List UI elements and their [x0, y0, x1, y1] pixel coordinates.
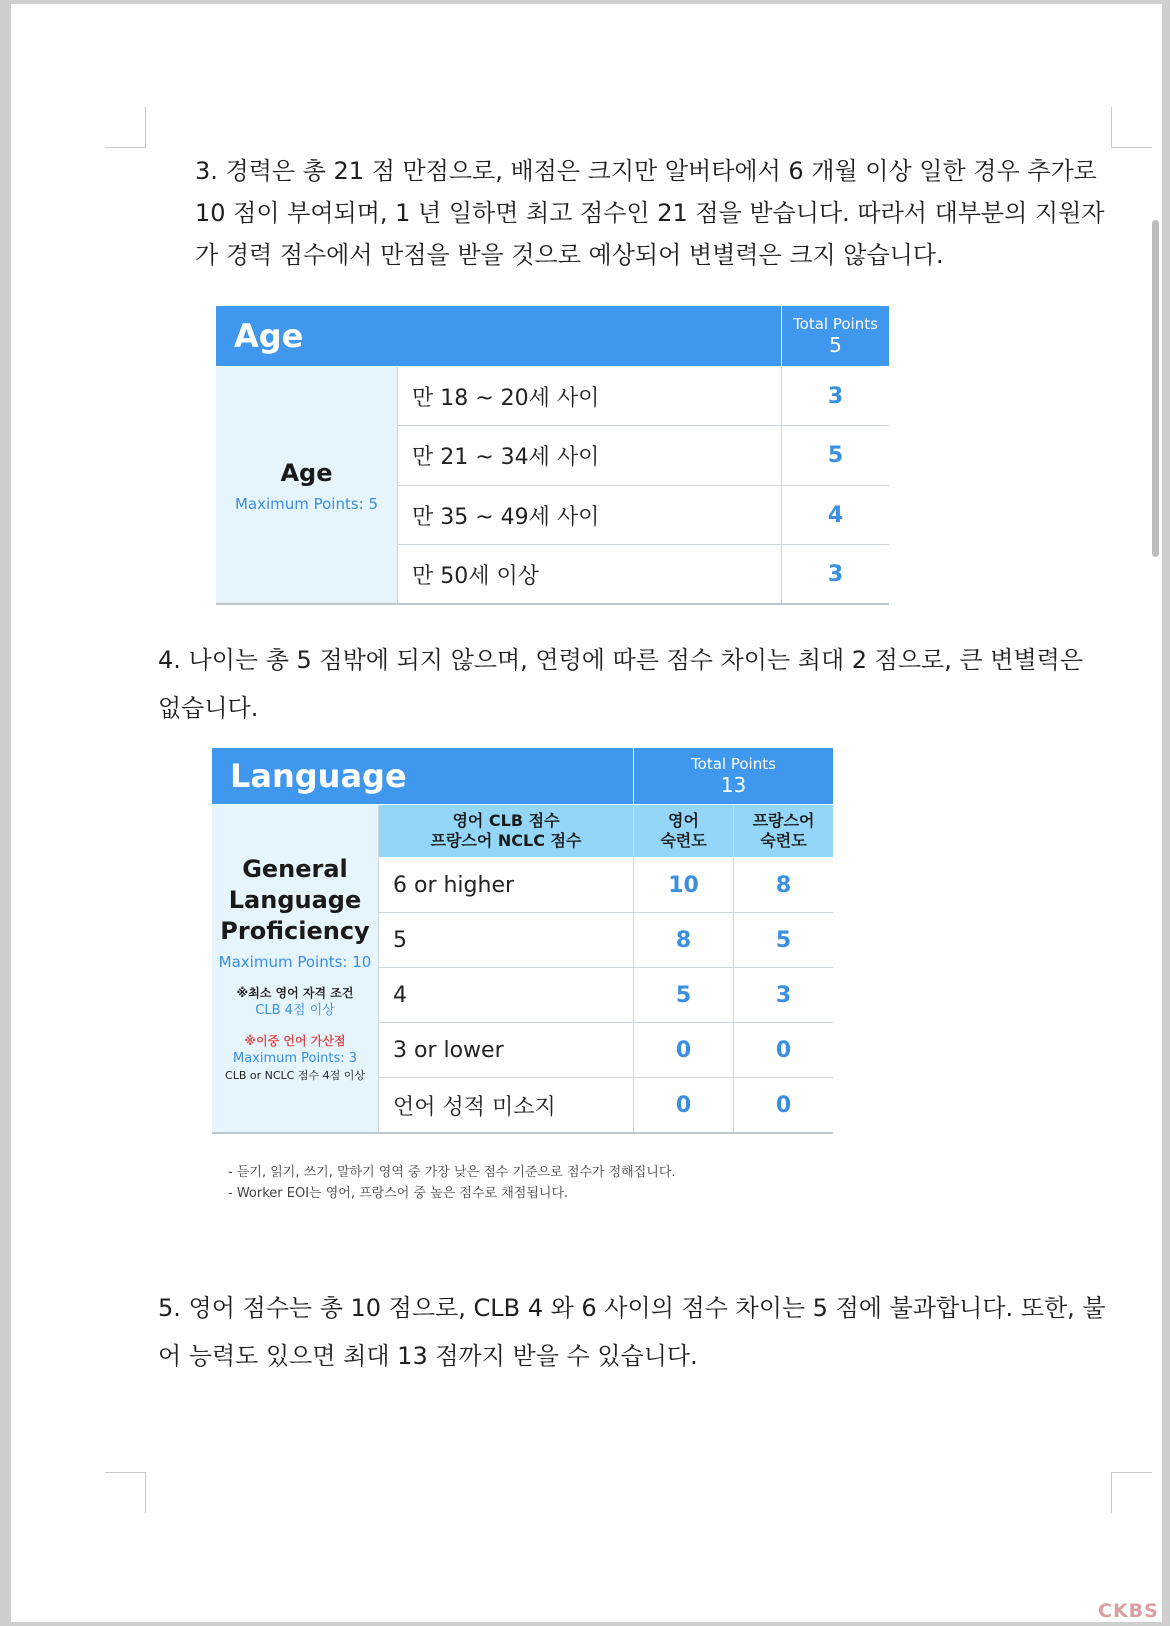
age-total-points	[782, 306, 889, 366]
language-row-french: 0	[734, 1023, 833, 1077]
divider	[216, 603, 889, 605]
language-row-english: 8	[634, 913, 733, 967]
divider	[379, 1022, 833, 1023]
language-total-points	[634, 748, 833, 804]
language-row-english: 0	[634, 1078, 733, 1132]
language-side-title: Proficiency	[220, 917, 370, 945]
min-requirement-value: CLB 4점 이상	[255, 1003, 335, 1018]
age-row-points: 5	[782, 426, 889, 484]
language-row-label: 3 or lower	[379, 1023, 633, 1077]
language-side-max: Maximum Points: 10	[218, 953, 372, 971]
col-header-score-line: 영어 CLB 점수	[452, 811, 560, 830]
divider	[379, 1077, 833, 1078]
language-row-label: 4	[379, 968, 633, 1022]
age-side-title: Age	[280, 459, 333, 487]
language-row-french: 5	[734, 913, 833, 967]
divider	[212, 1132, 833, 1134]
age-row-points: 3	[782, 545, 889, 603]
language-row-label: 5	[379, 913, 633, 967]
paragraph-age: 4. 나이는 총 5 점밖에 되지 않으며, 연령에 따른 점수 차이는 최대 2 점으로, 큰 변별력은 없습니다.	[158, 646, 1084, 722]
language-row-french: 8	[734, 858, 833, 912]
col-header-score-line: 프랑스어 NCLC 점수	[430, 831, 582, 850]
footnote: - Worker EOI는 영어, 프랑스어 중 높은 점수로 채점됩니다.	[228, 1186, 569, 1201]
footnote: - 듣기, 읽기, 쓰기, 말하기 영역 중 가장 낮은 점수 기준으로 점수가 정해집니다.	[228, 1165, 676, 1180]
vertical-scrollbar[interactable]	[1152, 220, 1159, 557]
divider	[733, 805, 734, 1133]
age-row-points: 4	[782, 486, 889, 544]
ckbs-watermark: CKBS	[1098, 1600, 1159, 1622]
language-total-points-label: Total Points	[691, 755, 776, 773]
language-row-french: 3	[734, 968, 833, 1022]
bilingual-bonus-condition: CLB or NCLC 점수 4점 이상	[225, 1069, 365, 1082]
crop-mark-top-left	[105, 107, 146, 148]
language-table-title: Language	[212, 748, 633, 804]
language-row-english: 10	[634, 858, 733, 912]
language-row-label: 6 or higher	[379, 858, 633, 912]
language-total-points-value: 13	[720, 773, 747, 797]
col-header-french	[734, 805, 833, 857]
paragraph-language: 5. 영어 점수는 총 10 점으로, CLB 4 와 6 사이의 점수 차이는 5 점에 불과합니다. 또한, 불어 능력도 있으면 최대 13 점까지 받을 수 있습니다.	[158, 1294, 1106, 1370]
bilingual-bonus-note: ※이중 언어 가산점	[244, 1034, 346, 1048]
age-row-label: 만 50세 이상	[398, 545, 781, 603]
age-total-points-value: 5	[829, 333, 842, 357]
age-row-label: 만 18 ~ 20세 사이	[398, 367, 781, 425]
divider	[633, 805, 634, 1133]
col-header-english-line: 영어	[668, 811, 699, 830]
language-row-label: 언어 성적 미소지	[379, 1078, 633, 1132]
age-total-points-label: Total Points	[793, 315, 878, 333]
divider	[398, 544, 889, 545]
language-side-title: Language	[228, 886, 362, 914]
divider	[398, 485, 889, 486]
col-header-english	[634, 805, 733, 857]
divider	[398, 425, 889, 426]
age-side-max: Maximum Points: 5	[234, 495, 379, 513]
min-requirement-note: ※최소 영어 자격 조건	[236, 986, 354, 1000]
language-row-english: 5	[634, 968, 733, 1022]
divider	[379, 967, 833, 968]
crop-mark-top-right	[1111, 107, 1152, 148]
language-side-title: General	[242, 855, 348, 883]
age-row-label: 만 21 ~ 34세 사이	[398, 426, 781, 484]
language-footnotes	[228, 1162, 676, 1204]
crop-mark-bottom-left	[105, 1472, 146, 1513]
age-side-panel	[216, 367, 397, 604]
bilingual-bonus-max: Maximum Points: 3	[232, 1051, 358, 1066]
age-row-points: 3	[782, 367, 889, 425]
divider	[379, 912, 833, 913]
crop-mark-bottom-right	[1111, 1472, 1152, 1513]
col-header-french-line: 프랑스어	[752, 811, 815, 830]
language-row-english: 0	[634, 1023, 733, 1077]
col-header-french-line: 숙련도	[760, 831, 807, 850]
language-side-panel	[212, 805, 378, 1133]
age-row-label: 만 35 ~ 49세 사이	[398, 486, 781, 544]
divider	[378, 805, 379, 1133]
age-table-title: Age	[216, 306, 781, 366]
col-header-english-line: 숙련도	[660, 831, 707, 850]
language-row-french: 0	[734, 1078, 833, 1132]
col-header-score	[379, 805, 633, 857]
paragraph-experience: 3. 경력은 총 21 점 만점으로, 배점은 크지만 알버타에서 6 개월 이상 일한 경우 추가로 10 점이 부여되며, 1 년 일하면 최고 점수인 21 점을 받습니다. 따라서 대부분의 지원자가 경력 점수에서 만점을 받을 것으로 예상되어 변별력은 크지 않습니다.	[195, 157, 1105, 269]
